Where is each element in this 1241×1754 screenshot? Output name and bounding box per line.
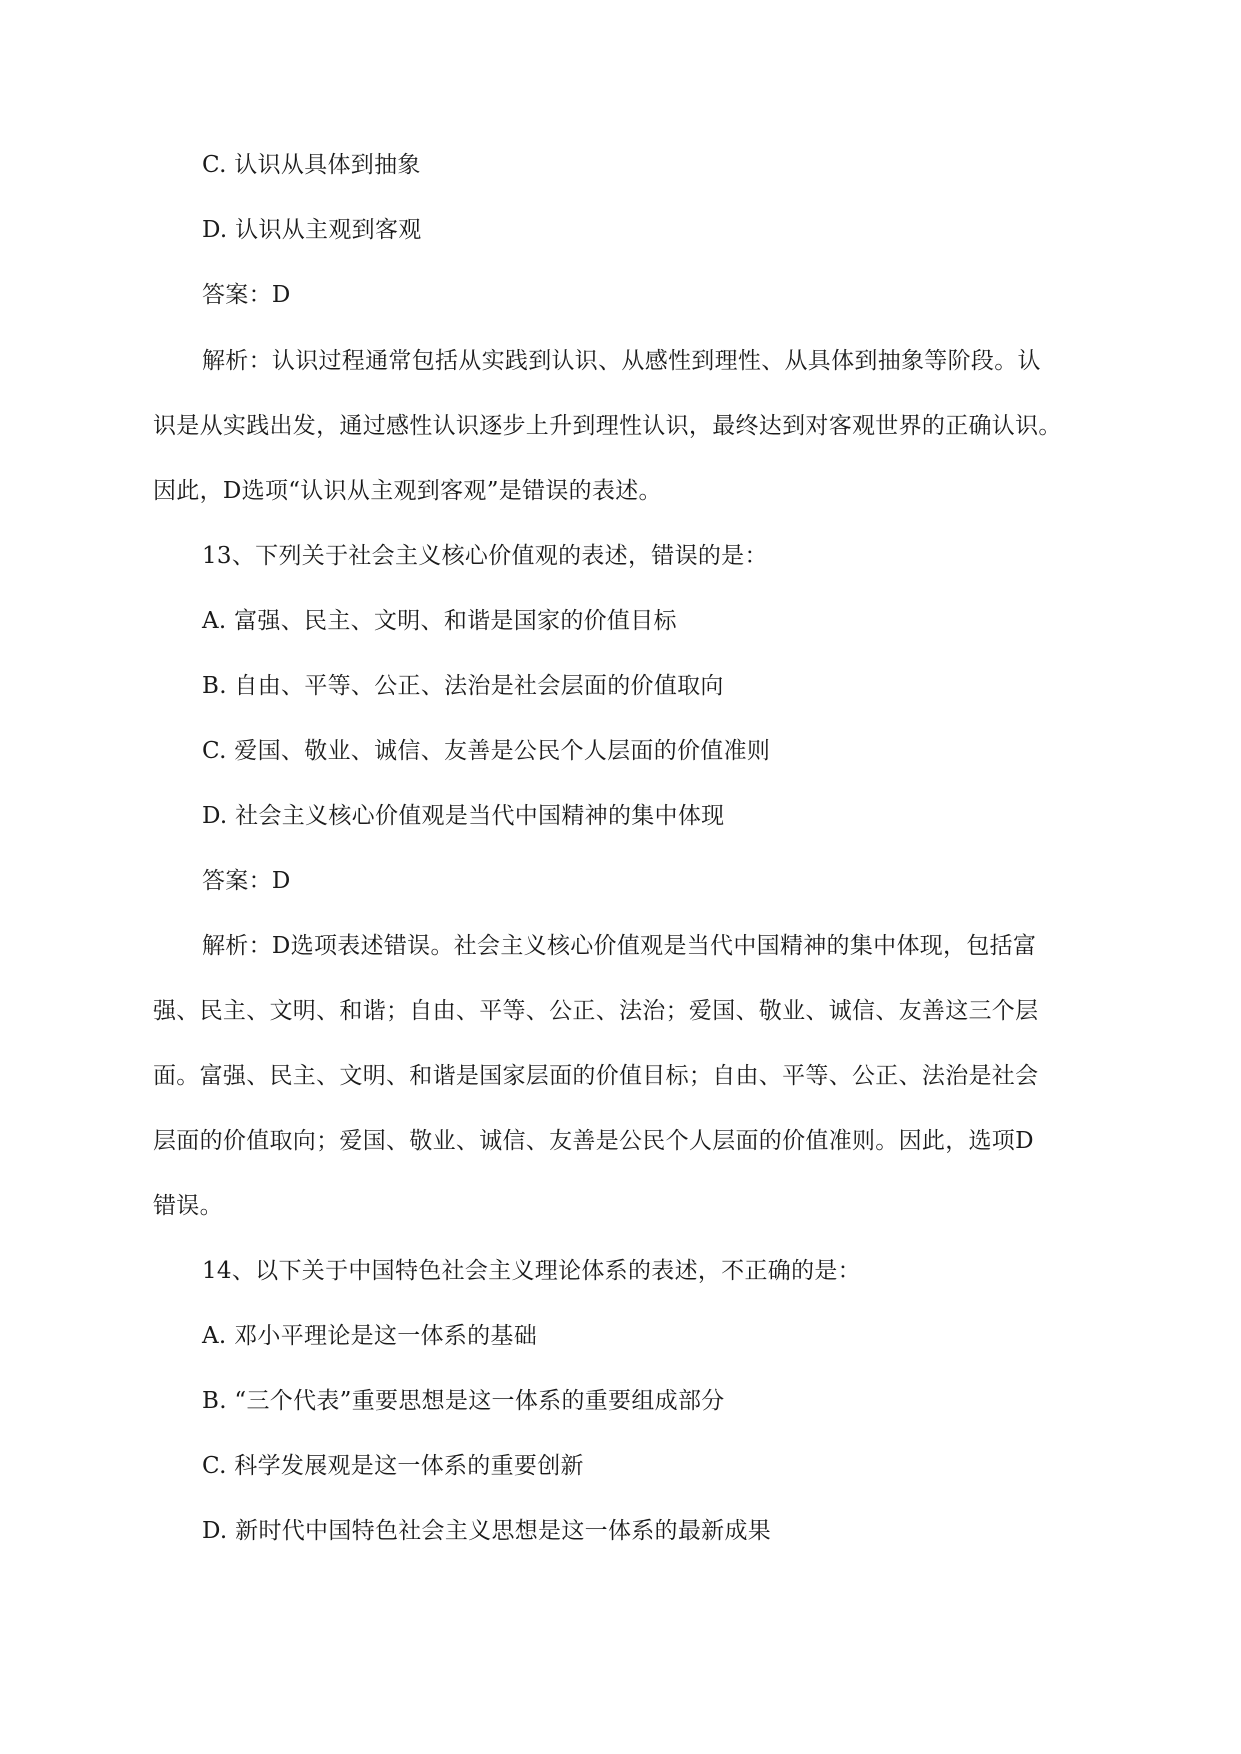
q13-analysis-line-3: 面。富强、民主、文明、和谐是国家层面的价值目标；自由、平等、公正、法治是社会 xyxy=(153,1063,1039,1089)
q12-option-d: D. 认识从主观到客观 xyxy=(202,217,422,243)
q13-option-c: C. 爱国、敬业、诚信、友善是公民个人层面的价值准则 xyxy=(202,738,771,764)
q12-analysis-line-1: 解析：认识过程通常包括从实践到认识、从感性到理性、从具体到抽象等阶段。认 xyxy=(202,348,1041,374)
q14-option-c: C. 科学发展观是这一体系的重要创新 xyxy=(202,1453,584,1479)
q13-question: 13、下列关于社会主义核心价值观的表述，错误的是： xyxy=(202,543,768,569)
q12-analysis-line-3: 因此，D选项“认识从主观到客观”是错误的表述。 xyxy=(153,478,662,504)
q13-analysis-line-4: 层面的价值取向；爱国、敬业、诚信、友善是公民个人层面的价值准则。因此，选项D xyxy=(153,1128,1034,1154)
q13-option-a: A. 富强、民主、文明、和谐是国家的价值目标 xyxy=(202,608,677,634)
q13-option-b: B. 自由、平等、公正、法治是社会层面的价值取向 xyxy=(202,673,724,699)
q14-question: 14、以下关于中国特色社会主义理论体系的表述，不正确的是： xyxy=(202,1258,861,1284)
q13-analysis-line-5: 错误。 xyxy=(153,1193,223,1219)
q12-answer: 答案：D xyxy=(202,282,291,308)
q13-analysis-line-1: 解析：D选项表述错误。社会主义核心价值观是当代中国精神的集中体现，包括富 xyxy=(202,933,1037,959)
q14-option-a: A. 邓小平理论是这一体系的基础 xyxy=(202,1323,538,1349)
q13-option-d: D. 社会主义核心价值观是当代中国精神的集中体现 xyxy=(202,803,725,829)
q13-analysis-line-2: 强、民主、文明、和谐；自由、平等、公正、法治；爱国、敬业、诚信、友善这三个层 xyxy=(153,998,1039,1024)
q12-analysis-line-2: 识是从实践出发，通过感性认识逐步上升到理性认识，最终达到对客观世界的正确认识。 xyxy=(153,413,1062,439)
q14-option-d: D. 新时代中国特色社会主义思想是这一体系的最新成果 xyxy=(202,1518,772,1544)
q13-answer: 答案：D xyxy=(202,868,291,894)
q14-option-b: B. “三个代表”重要思想是这一体系的重要组成部分 xyxy=(202,1388,725,1414)
q12-option-c: C. 认识从具体到抽象 xyxy=(202,152,421,178)
